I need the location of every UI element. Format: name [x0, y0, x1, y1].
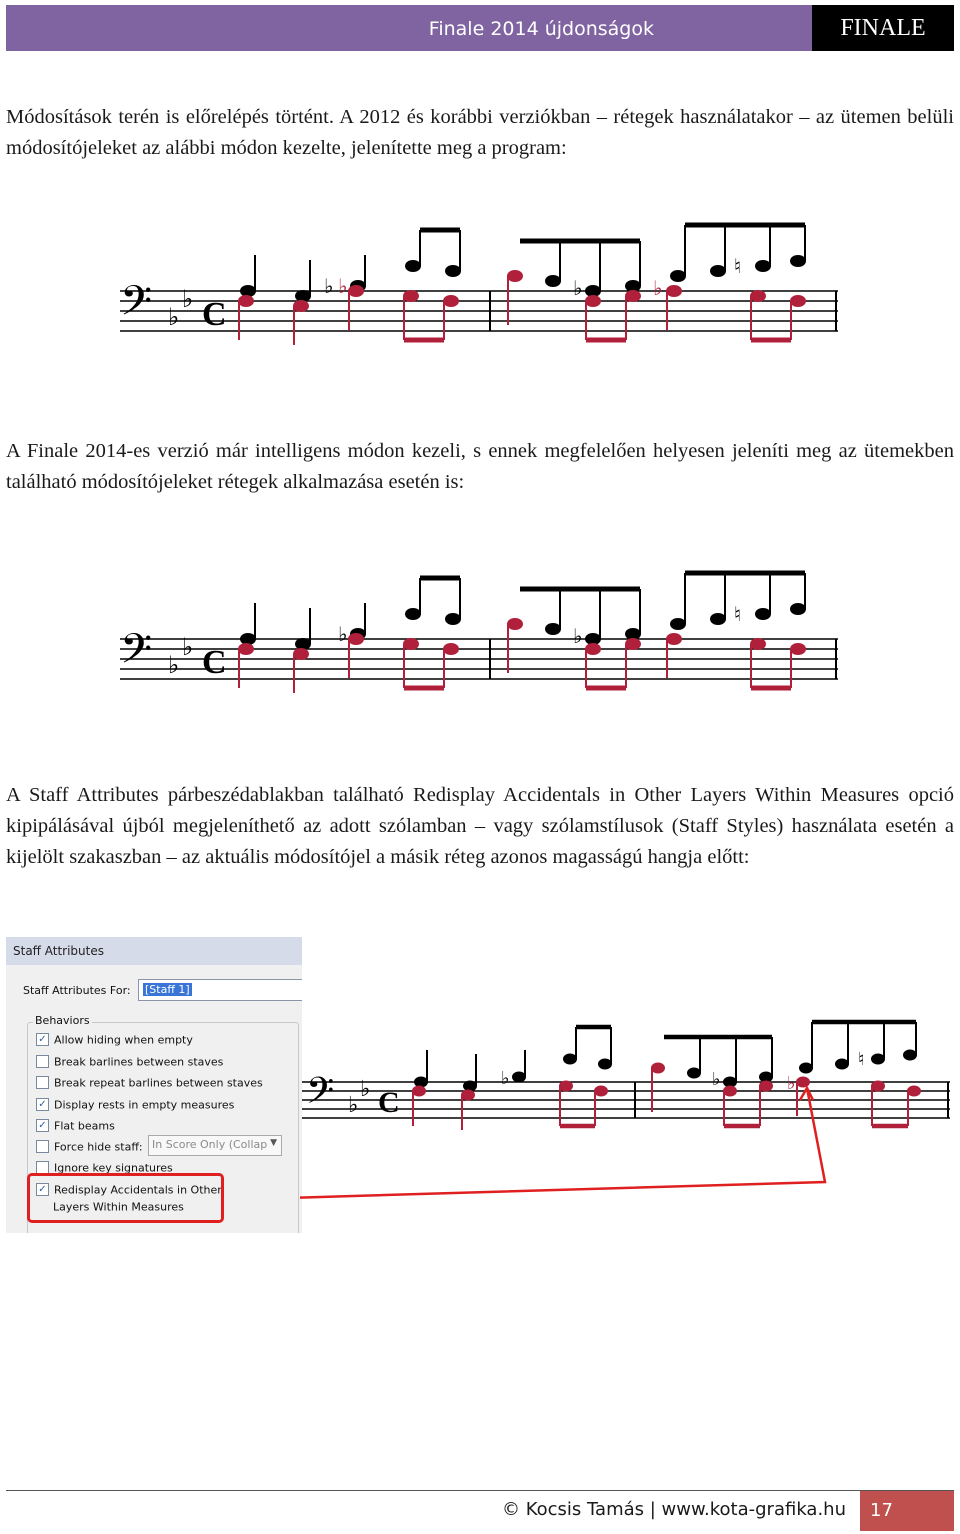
key-flat-2: ♭	[360, 1077, 371, 1102]
footer-rule	[6, 1490, 954, 1491]
checkbox-unchecked-icon[interactable]	[36, 1076, 49, 1089]
behaviors-group-label: Behaviors	[35, 1014, 90, 1027]
option-ignore-key-signatures[interactable]: Ignore key signatures	[36, 1161, 173, 1179]
checkbox-unchecked-icon[interactable]	[36, 1161, 49, 1174]
flat-accidental-1: ♭	[338, 622, 348, 646]
staff-attributes-dialog	[6, 937, 302, 1233]
staff-lines	[120, 639, 838, 679]
flat-accidental-3: ♭	[573, 276, 583, 300]
checkbox-checked-icon[interactable]: ✓	[36, 1098, 49, 1111]
staff-for-label: Staff Attributes For:	[23, 984, 131, 997]
staff-for-select[interactable]	[138, 979, 302, 1001]
layer-2-notes	[413, 1064, 920, 1131]
flat-accidental-3: ♭	[787, 1073, 796, 1094]
flat-accidental-2: ♭	[712, 1069, 721, 1090]
option-flat-beams[interactable]: ✓ Flat beams	[36, 1119, 115, 1137]
option-break-repeat-barlines[interactable]: Break repeat barlines between staves	[36, 1076, 263, 1094]
layer-1-notes	[241, 573, 805, 649]
key-flat-1: ♭	[168, 651, 180, 679]
page-number: 17	[860, 1491, 954, 1531]
natural-accidental-1: ♮	[858, 1049, 865, 1070]
common-time: C	[202, 644, 227, 681]
bass-clef: 𝄢	[306, 1070, 335, 1121]
highlight-box	[27, 1173, 224, 1223]
checkbox-checked-icon[interactable]: ✓	[36, 1119, 49, 1132]
paragraph-1: Módosítások terén is előrelépés történt. A 2012 és korábbi verziókban – rétegek használatakor – az ütemen belüli módosítójeleket az alábbi módon kezelte, jelenítette meg a program:	[6, 106, 954, 159]
header-tag: FINALE	[812, 5, 954, 51]
flat-accidental-1: ♭	[501, 1068, 510, 1089]
option-force-hide-staff[interactable]: Force hide staff:	[36, 1140, 143, 1158]
option-allow-hiding[interactable]: ✓ Allow hiding when empty	[36, 1033, 193, 1051]
checkbox-checked-icon[interactable]: ✓	[36, 1033, 49, 1046]
layer-2-notes	[239, 619, 805, 693]
layer-1-notes	[415, 1022, 916, 1091]
option-display-rests[interactable]: ✓ Display rests in empty measures	[36, 1098, 234, 1116]
score-example-2012	[118, 215, 843, 355]
paragraph-2: A Finale 2014-es verzió már intelligens módon kezeli, s ennek megfelelően helyesen jeleníti meg az ütemekben található módosítójeleket rétegek alkalmazása esetén is:	[6, 440, 954, 493]
bass-clef: 𝄢	[120, 625, 153, 683]
key-flat-1: ♭	[348, 1093, 359, 1118]
flat-accidental-2: ♭	[338, 274, 348, 298]
chevron-down-icon: ▼	[270, 1138, 277, 1148]
header-bar	[6, 5, 812, 51]
natural-accidental-1: ♮	[734, 254, 742, 278]
flat-accidental-1: ♭	[324, 274, 334, 298]
flat-accidental-2: ♭	[573, 624, 583, 648]
force-hide-combo[interactable]: In Score Only (Collap ▼	[148, 1135, 282, 1156]
footer-credit: © Kocsis Tamás | www.kota-grafika.hu	[502, 1499, 846, 1520]
bass-clef: 𝄢	[120, 277, 153, 335]
checkbox-unchecked-icon[interactable]	[36, 1055, 49, 1068]
common-time: C	[202, 296, 227, 333]
option-redisplay-accidentals-line2: Layers Within Measures	[53, 1200, 184, 1214]
header-title: Finale 2014 újdonságok	[428, 18, 654, 40]
checkbox-unchecked-icon[interactable]	[36, 1140, 49, 1153]
dialog-title: Staff Attributes	[6, 937, 302, 965]
natural-accidental-1: ♮	[734, 602, 742, 626]
score-example-2014	[118, 563, 843, 703]
key-flat-2: ♭	[182, 633, 194, 661]
paragraph-3: A Staff Attributes párbeszédablakban található Redisplay Accidentals in Other Layers Within Measures opció kipipálásával újból megjeleníthető az adott szólamban – vagy szólamstílusok (Staff Styles) használata esetén a kijelölt szakaszban – az aktuális módosítójel a másik réteg azonos magasságú hangja előtt:	[6, 784, 954, 868]
staff-for-value: [Staff 1]	[145, 983, 190, 996]
staff-lines	[120, 291, 838, 331]
key-flat-1: ♭	[168, 303, 180, 331]
common-time: C	[378, 1086, 400, 1119]
option-redisplay-accidentals[interactable]: ✓ Redisplay Accidentals in Other	[36, 1183, 222, 1201]
key-flat-2: ♭	[182, 285, 194, 313]
option-break-barlines[interactable]: Break barlines between staves	[36, 1055, 223, 1073]
score-example-redisplay	[300, 1012, 955, 1202]
flat-accidental-4: ♭	[653, 276, 663, 300]
checkbox-checked-icon[interactable]: ✓	[36, 1183, 49, 1196]
